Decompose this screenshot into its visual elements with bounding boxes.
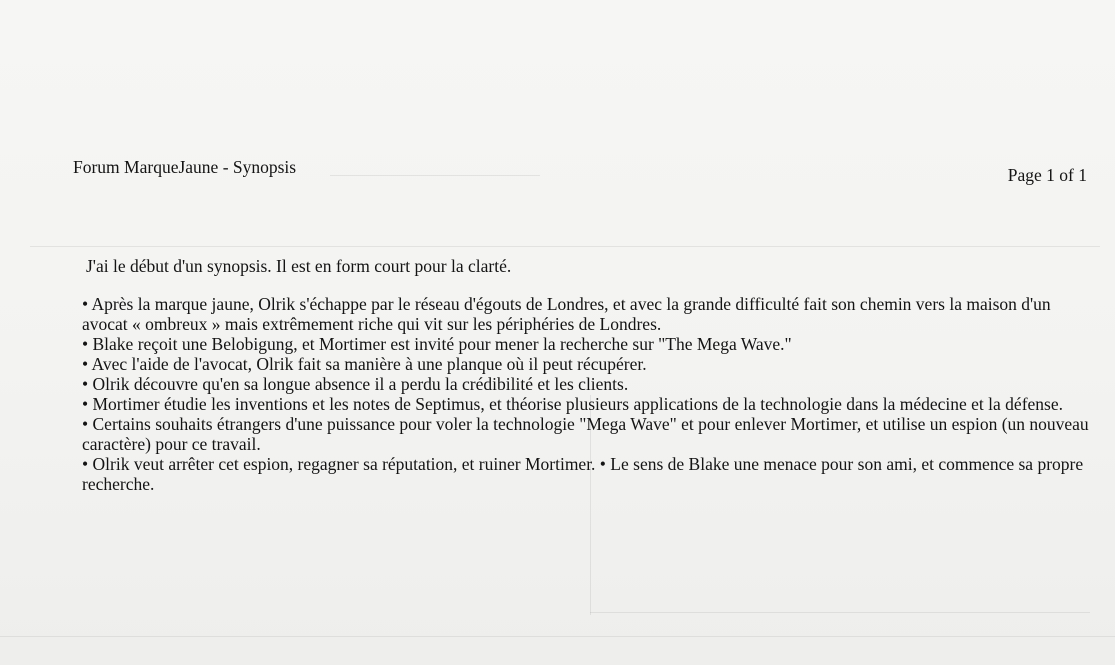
page-number: Page 1 of 1 xyxy=(1007,165,1087,185)
list-item: • Olrik découvre qu'en sa longue absence il a perdu la crédibilité et les clients. xyxy=(82,374,629,394)
list-item: • Mortimer étudie les inventions et les notes de Septimus, et théorise plusieurs applications de la technologie dans la médecine et la défense. xyxy=(82,394,1063,414)
list-item: • Après la marque jaune, Olrik s'échappe par le réseau d'égouts de Londres, et avec la grande difficulté fait son chemin vers la maison d'un avocat « ombreux » mais extrêmement riche qui vit sur les périphéries de Londres. xyxy=(82,294,1051,334)
list-item: • Certains souhaits étrangers d'une puissance pour voler la technologie "Mega Wave" et pour enlever Mortimer, et utilise un espion (un nouveau caractère) pour ce travail. xyxy=(82,414,1089,454)
intro-paragraph: J'ai le début d'un synopsis. Il est en form court pour la clarté. xyxy=(86,256,512,276)
bullet-list xyxy=(82,294,1092,494)
list-item: • Avec l'aide de l'avocat, Olrik fait sa manière à une planque où il peut récupérer. xyxy=(82,354,647,374)
synopsis-body xyxy=(82,256,1092,494)
bleed-through-rule xyxy=(0,636,1115,637)
list-item: • Olrik veut arrêter cet espion, regagner sa réputation, et ruiner Mortimer. • Le sens de Blake une menace pour son ami, et commence sa propre recherche. xyxy=(82,454,1084,494)
bleed-through-rule xyxy=(30,246,1100,247)
page-header-title: Forum MarqueJaune - Synopsis xyxy=(73,157,297,177)
list-item: • Blake reçoit une Belobigung, et Mortimer est invité pour mener la recherche sur "The Mega Wave." xyxy=(82,334,792,354)
bleed-through-box xyxy=(590,612,1090,613)
bleed-through-rule xyxy=(330,175,540,176)
